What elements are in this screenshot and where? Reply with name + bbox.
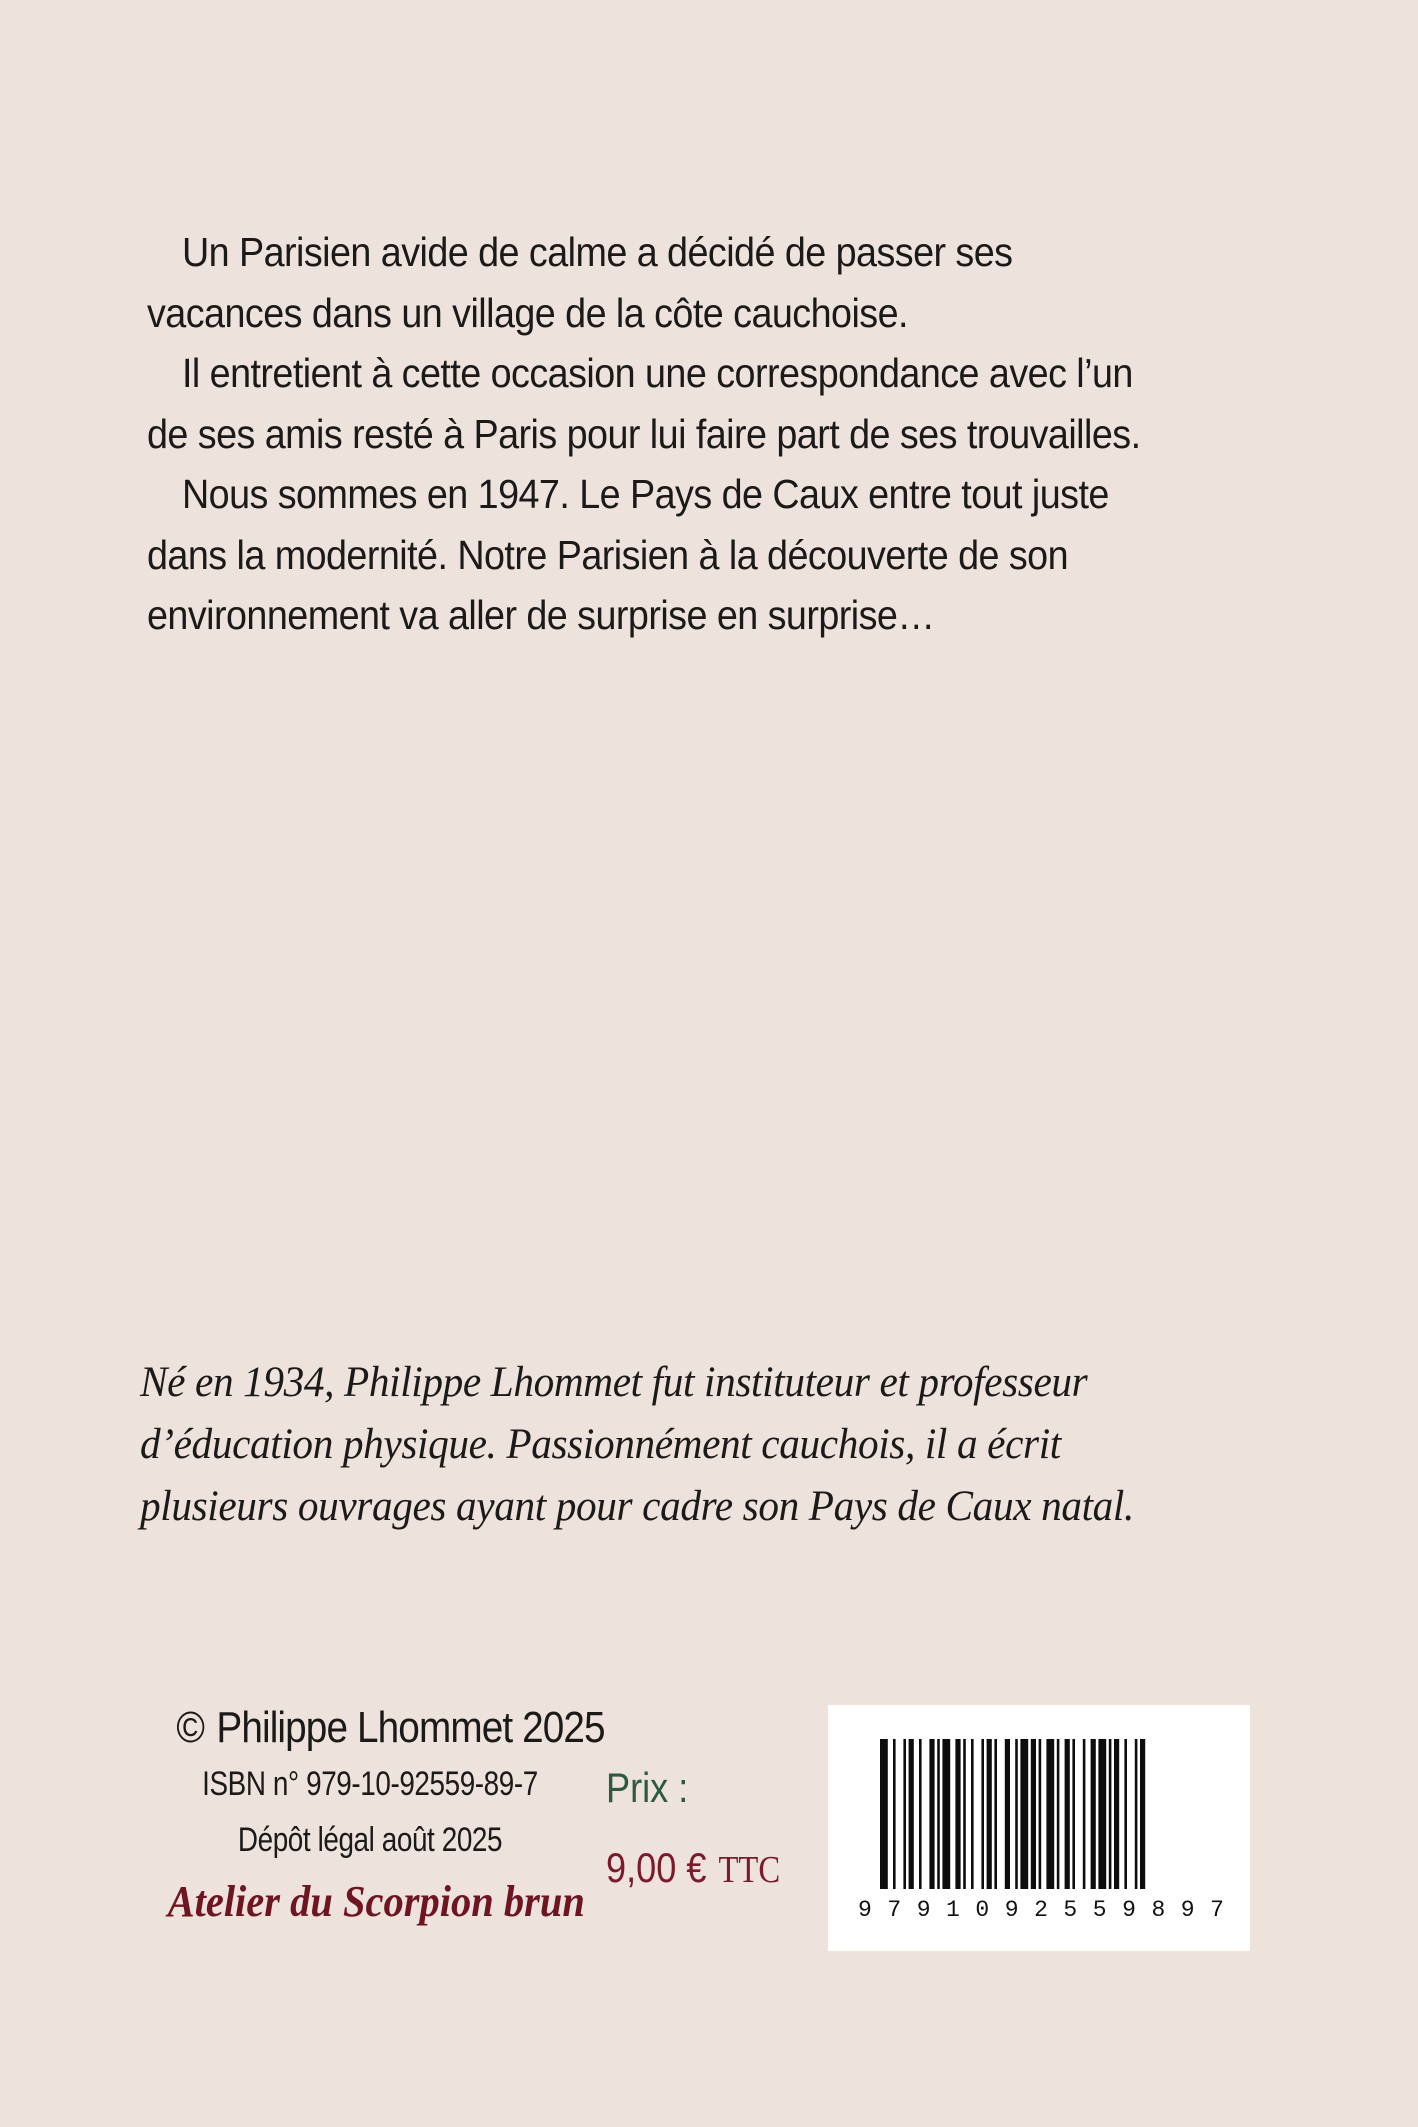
barcode-bar xyxy=(981,1739,984,1889)
barcode-digit: 1 xyxy=(946,1897,960,1923)
barcode-digit: 8 xyxy=(1151,1897,1166,1923)
barcode-bar xyxy=(1057,1739,1060,1889)
copyright-symbol: © xyxy=(176,1703,205,1752)
barcode-bar xyxy=(955,1739,960,1889)
barcode-bar xyxy=(1098,1739,1106,1889)
barcode-digit: 9 xyxy=(858,1897,872,1923)
barcode-bar xyxy=(929,1739,934,1889)
barcode-bar xyxy=(1135,1739,1138,1889)
barcode-bar xyxy=(1065,1739,1070,1889)
isbn-line: ISBN n° 979-10-92559-89-7 xyxy=(202,1765,538,1803)
barcode-digits xyxy=(858,1897,1224,1923)
barcode-digit: 0 xyxy=(975,1897,990,1923)
barcode-digit: 2 xyxy=(1034,1897,1048,1923)
barcode-bar xyxy=(1140,1739,1145,1889)
barcode-bar xyxy=(1083,1739,1086,1889)
barcode-bar xyxy=(1039,1739,1042,1889)
barcode-digit: 9 xyxy=(1004,1897,1019,1923)
barcode-bar xyxy=(971,1739,974,1889)
copyright-line xyxy=(176,1700,605,1756)
publisher-name: Atelier du Scorpion brun xyxy=(167,1877,585,1926)
price-block xyxy=(606,1760,780,1898)
barcode-bar xyxy=(1072,1739,1075,1889)
blurb-paragraph: Nous sommes en 1947. Le Pays de Caux entre tout juste dans la modernité. Notre Parisien à la découverte de son environnement va aller de surprise en surprise… xyxy=(147,471,1109,638)
barcode-bar xyxy=(1031,1739,1036,1889)
price-value-line xyxy=(606,1840,780,1898)
imprint-block xyxy=(150,1700,605,1930)
legal-deposit-line: Dépôt légal août 2025 xyxy=(237,1821,503,1859)
price-amount: 9,00 € xyxy=(606,1844,707,1891)
barcode-bar xyxy=(893,1739,896,1889)
barcode-bar xyxy=(987,1739,992,1889)
barcode-bar xyxy=(1015,1739,1018,1889)
barcode-bar xyxy=(1046,1739,1054,1889)
barcode-bar xyxy=(903,1739,906,1889)
barcode-digit: 9 xyxy=(916,1897,931,1923)
barcode-bar xyxy=(1020,1739,1028,1889)
barcode-bar xyxy=(963,1739,966,1889)
barcode-digit: 9 xyxy=(1122,1897,1136,1923)
barcode-digit: 5 xyxy=(1092,1897,1107,1923)
barcode-bar xyxy=(880,1739,888,1889)
barcode-bar xyxy=(919,1739,922,1889)
author-bio: Né en 1934, Philippe Lhommet fut instituteur et professeur d’éducation physique. Passionnément cauchois, il a écrit plusieurs ouvrages ayant pour cadre son Pays de Caux natal. xyxy=(140,1359,1134,1530)
barcode-bar xyxy=(909,1739,914,1889)
barcode-digit: 7 xyxy=(1210,1897,1224,1923)
barcode-bar xyxy=(942,1739,950,1889)
barcode-bar xyxy=(937,1739,940,1889)
price-tax: TTC xyxy=(718,1849,781,1891)
copyright-text: Philippe Lhommet 2025 xyxy=(216,1703,605,1752)
back-cover-blurb xyxy=(147,222,1141,646)
blurb-paragraph: Un Parisien avide de calme a décidé de passer ses vacances dans un village de la côte cauchoise. xyxy=(147,229,1013,336)
barcode xyxy=(828,1705,1250,1951)
barcode-digit: 7 xyxy=(887,1897,902,1923)
barcode-bar xyxy=(1114,1739,1119,1889)
barcode-digit: 9 xyxy=(1180,1897,1195,1923)
barcode-bar xyxy=(1005,1739,1010,1889)
barcode-bar xyxy=(994,1739,997,1889)
price-label: Prix : xyxy=(606,1764,689,1811)
barcode-digit: 5 xyxy=(1063,1897,1078,1923)
barcode-bar xyxy=(1124,1739,1127,1889)
barcode-bar xyxy=(1109,1739,1112,1889)
blurb-paragraph: Il entretient à cette occasion une correspondance avec l’un de ses amis resté à Paris pour lui faire part de ses trouvailles. xyxy=(147,350,1141,457)
barcode-bar xyxy=(1091,1739,1096,1889)
